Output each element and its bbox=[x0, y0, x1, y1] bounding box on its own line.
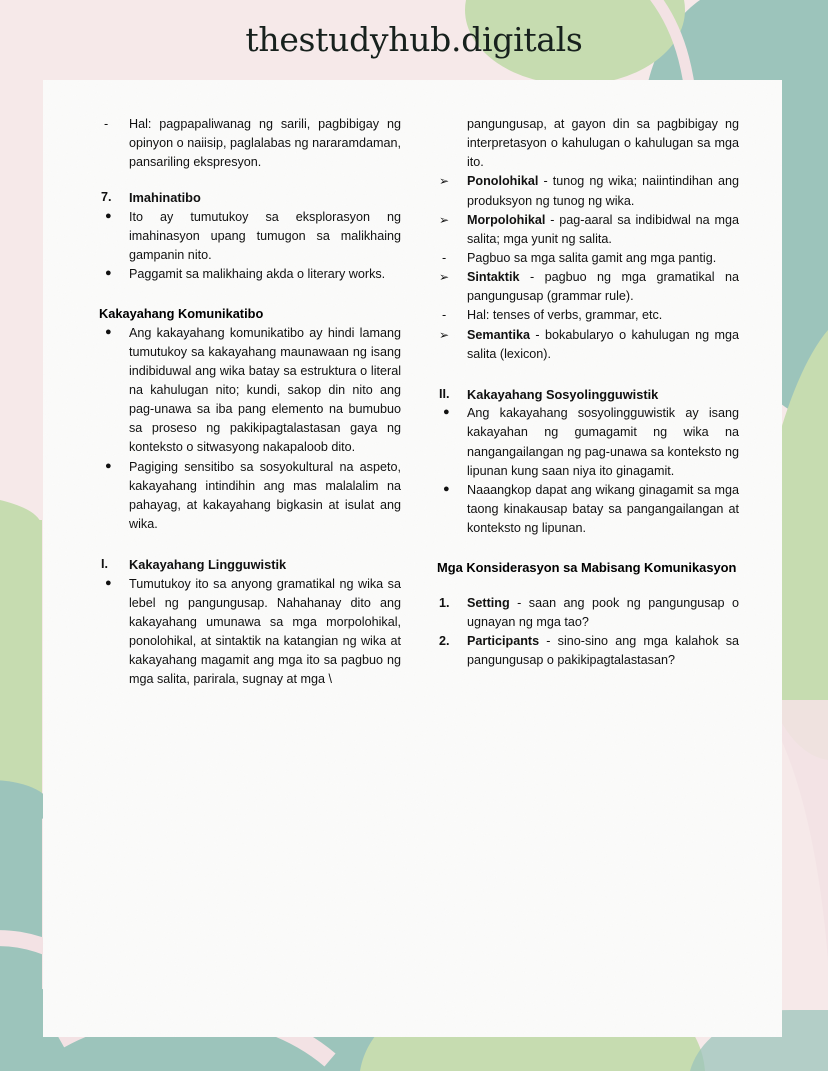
paragraph-text: pangungusap, at gayon din sa pagbibigay ng interpretasyon o kahulugan o kahulugan sa mga ito. bbox=[467, 117, 739, 170]
list-item-text: Naaangkop dapat ang wikang ginagamit sa mga taong kinakausap batay sa pangangailangan at konteksto ng lipunan. bbox=[467, 482, 739, 536]
term-label: Morpolohikal bbox=[467, 212, 546, 227]
spacer bbox=[99, 534, 401, 554]
list-item-text bbox=[467, 632, 739, 670]
list-item bbox=[99, 458, 401, 535]
term-definition: - sino-sino ang mga kalahok sa pangungusap o pakikipagtalastasan? bbox=[467, 633, 739, 668]
list-item-text: Tumutukoy ito sa anyong gramatikal ng wika sa lebel ng pangungusap. Nahahanay dito ang kakayahang umunawa sa mga morpolohikal, ponolohikal, at sintaktik na katangian ng wika at kakayahang magamit ang mga ito sa pagbuo ng mga salita, parirala, sugnay at mga \ bbox=[129, 576, 401, 687]
term-label: Setting bbox=[467, 595, 510, 610]
bullet-marker: ● bbox=[443, 406, 450, 419]
light-green-blob-left-upper bbox=[0, 520, 42, 805]
term-definition: - bokabularyo o kahulugan ng mga salita (lexicon). bbox=[467, 327, 739, 361]
arrow-bullet-marker: ➢ bbox=[439, 212, 450, 227]
list-item-setting bbox=[437, 594, 739, 632]
list-item bbox=[99, 208, 401, 265]
bullet-marker: ● bbox=[105, 576, 112, 589]
left-column bbox=[99, 114, 401, 689]
term-definition: - pagbuo ng mga gramatikal na pangungusap (grammar rule). bbox=[467, 270, 739, 304]
numbered-heading bbox=[99, 188, 401, 207]
roman-heading-kakayahang-sosyolingguwistik bbox=[437, 385, 739, 404]
bullet-marker: ● bbox=[105, 267, 112, 280]
list-item bbox=[99, 575, 401, 690]
term-label: Ponolohikal bbox=[467, 174, 539, 189]
heading-text: Imahinatibo bbox=[129, 190, 201, 206]
number-marker: 1. bbox=[439, 595, 450, 610]
spacer bbox=[437, 364, 739, 384]
arrow-bullet-marker: ➢ bbox=[439, 174, 450, 189]
list-item-text bbox=[467, 268, 739, 306]
list-item-participants bbox=[437, 632, 739, 670]
section-heading-kakayahang-komunikatibo: Kakayahang Komunikatibo bbox=[99, 306, 264, 322]
list-item-text: Ito ay tumutukoy sa eksplorasyon ng imahinasyon upang tumugon sa malikhaing gampanin nito. bbox=[129, 209, 401, 263]
continuation-paragraph bbox=[437, 115, 739, 172]
term-label: Sintaktik bbox=[467, 270, 520, 285]
bullet-marker: ● bbox=[443, 482, 450, 495]
list-item-sintaktik bbox=[437, 268, 739, 306]
two-column-body bbox=[99, 114, 739, 689]
list-item bbox=[437, 306, 739, 325]
list-item bbox=[437, 249, 739, 268]
number-marker: 7. bbox=[101, 190, 112, 205]
bullet-marker: ● bbox=[105, 459, 112, 472]
list-item-semantika bbox=[437, 326, 739, 364]
term-definition: - pag-aaral sa indibidwal na mga salita; mga yunit ng salita. bbox=[467, 212, 739, 246]
term-definition: - saan ang pook ng pangungusap o ugnayan ng mga tao? bbox=[467, 595, 739, 629]
list-item bbox=[437, 404, 739, 481]
list-item-morpolohikal bbox=[437, 211, 739, 249]
arrow-bullet-marker: ➢ bbox=[439, 327, 450, 342]
document-sheet bbox=[43, 80, 782, 1037]
list-item bbox=[99, 324, 401, 458]
roman-numeral-marker: I. bbox=[101, 557, 108, 572]
section-heading-mga-konsiderasyon: Mga Konsiderasyon sa Mabisang Komunikasyon bbox=[437, 560, 737, 576]
list-item-text: Hal: pagpapaliwanag ng sarili, pagbibigay ng opinyon o naiisip, paglalabas ng nararamdaman, pansariling ekspresyon. bbox=[129, 117, 401, 170]
term-definition: - tunog ng wika; naiintindihan ang produksyon ng tunog ng wika. bbox=[467, 174, 739, 208]
page-title: thestudyhub.digitals bbox=[245, 20, 583, 59]
no-marker bbox=[437, 115, 467, 172]
dash-marker: - bbox=[442, 308, 447, 323]
list-item-ponolohikal bbox=[437, 172, 739, 210]
roman-numeral-marker: II. bbox=[439, 386, 450, 401]
term-label: Semantika bbox=[467, 327, 530, 342]
list-item-text: Ang kakayahang komunikatibo ay hindi lamang tumutukoy sa kakayahang maunawaan ng isang indibiduwal ang wika batay sa estruktura o literal na kahulugan nito; kundi, sakop din nito ang pag-unawa sa iba pang elemento na bumubuo sa proseso ng pakikipagtalastasan gaya ng konteksto o sitwasyong nakapaloob dito. bbox=[129, 325, 401, 455]
list-item bbox=[99, 265, 401, 284]
list-item bbox=[437, 481, 739, 538]
spacer bbox=[437, 578, 739, 593]
roman-heading-kakayahang-lingguwistik bbox=[99, 555, 401, 574]
spacer bbox=[99, 172, 401, 187]
bullet-marker: ● bbox=[105, 209, 112, 222]
list-item bbox=[99, 115, 401, 172]
list-item-text bbox=[467, 594, 739, 632]
list-item-text: Paggamit sa malikhaing akda o literary works. bbox=[129, 267, 386, 282]
spacer bbox=[437, 538, 739, 558]
list-item-text bbox=[467, 172, 739, 210]
list-item-text: Pagiging sensitibo sa sosyokultural na aspeto, kakayahang intindihin ang mas malalalim na pahayag, at kakayahang bigkasin at isulat ang wika. bbox=[129, 459, 401, 532]
right-column bbox=[437, 114, 739, 689]
dash-marker: - bbox=[442, 250, 447, 265]
heading-text: Kakayahang Lingguwistik bbox=[129, 557, 287, 573]
heading-text: Kakayahang Sosyolingguwistik bbox=[467, 386, 659, 402]
arrow-bullet-marker: ➢ bbox=[439, 270, 450, 285]
list-item-text bbox=[467, 211, 739, 249]
list-item-text: Pagbuo sa mga salita gamit ang mga pantig. bbox=[467, 250, 717, 265]
list-item-text: Ang kakayahang sosyolingguwistik ay isang kakayahan ng gumagamit ng wika na nangangailangan ng pag-unawa sa konteksto ng lipunan kung saan niya ito ginagamit. bbox=[467, 406, 739, 478]
dash-marker: - bbox=[104, 117, 109, 131]
number-marker: 2. bbox=[439, 633, 450, 648]
list-item-text: Hal: tenses of verbs, grammar, etc. bbox=[467, 308, 663, 323]
list-item-text bbox=[467, 326, 739, 364]
term-label: Participants bbox=[467, 633, 540, 648]
bullet-marker: ● bbox=[105, 325, 112, 338]
spacer bbox=[99, 284, 401, 304]
